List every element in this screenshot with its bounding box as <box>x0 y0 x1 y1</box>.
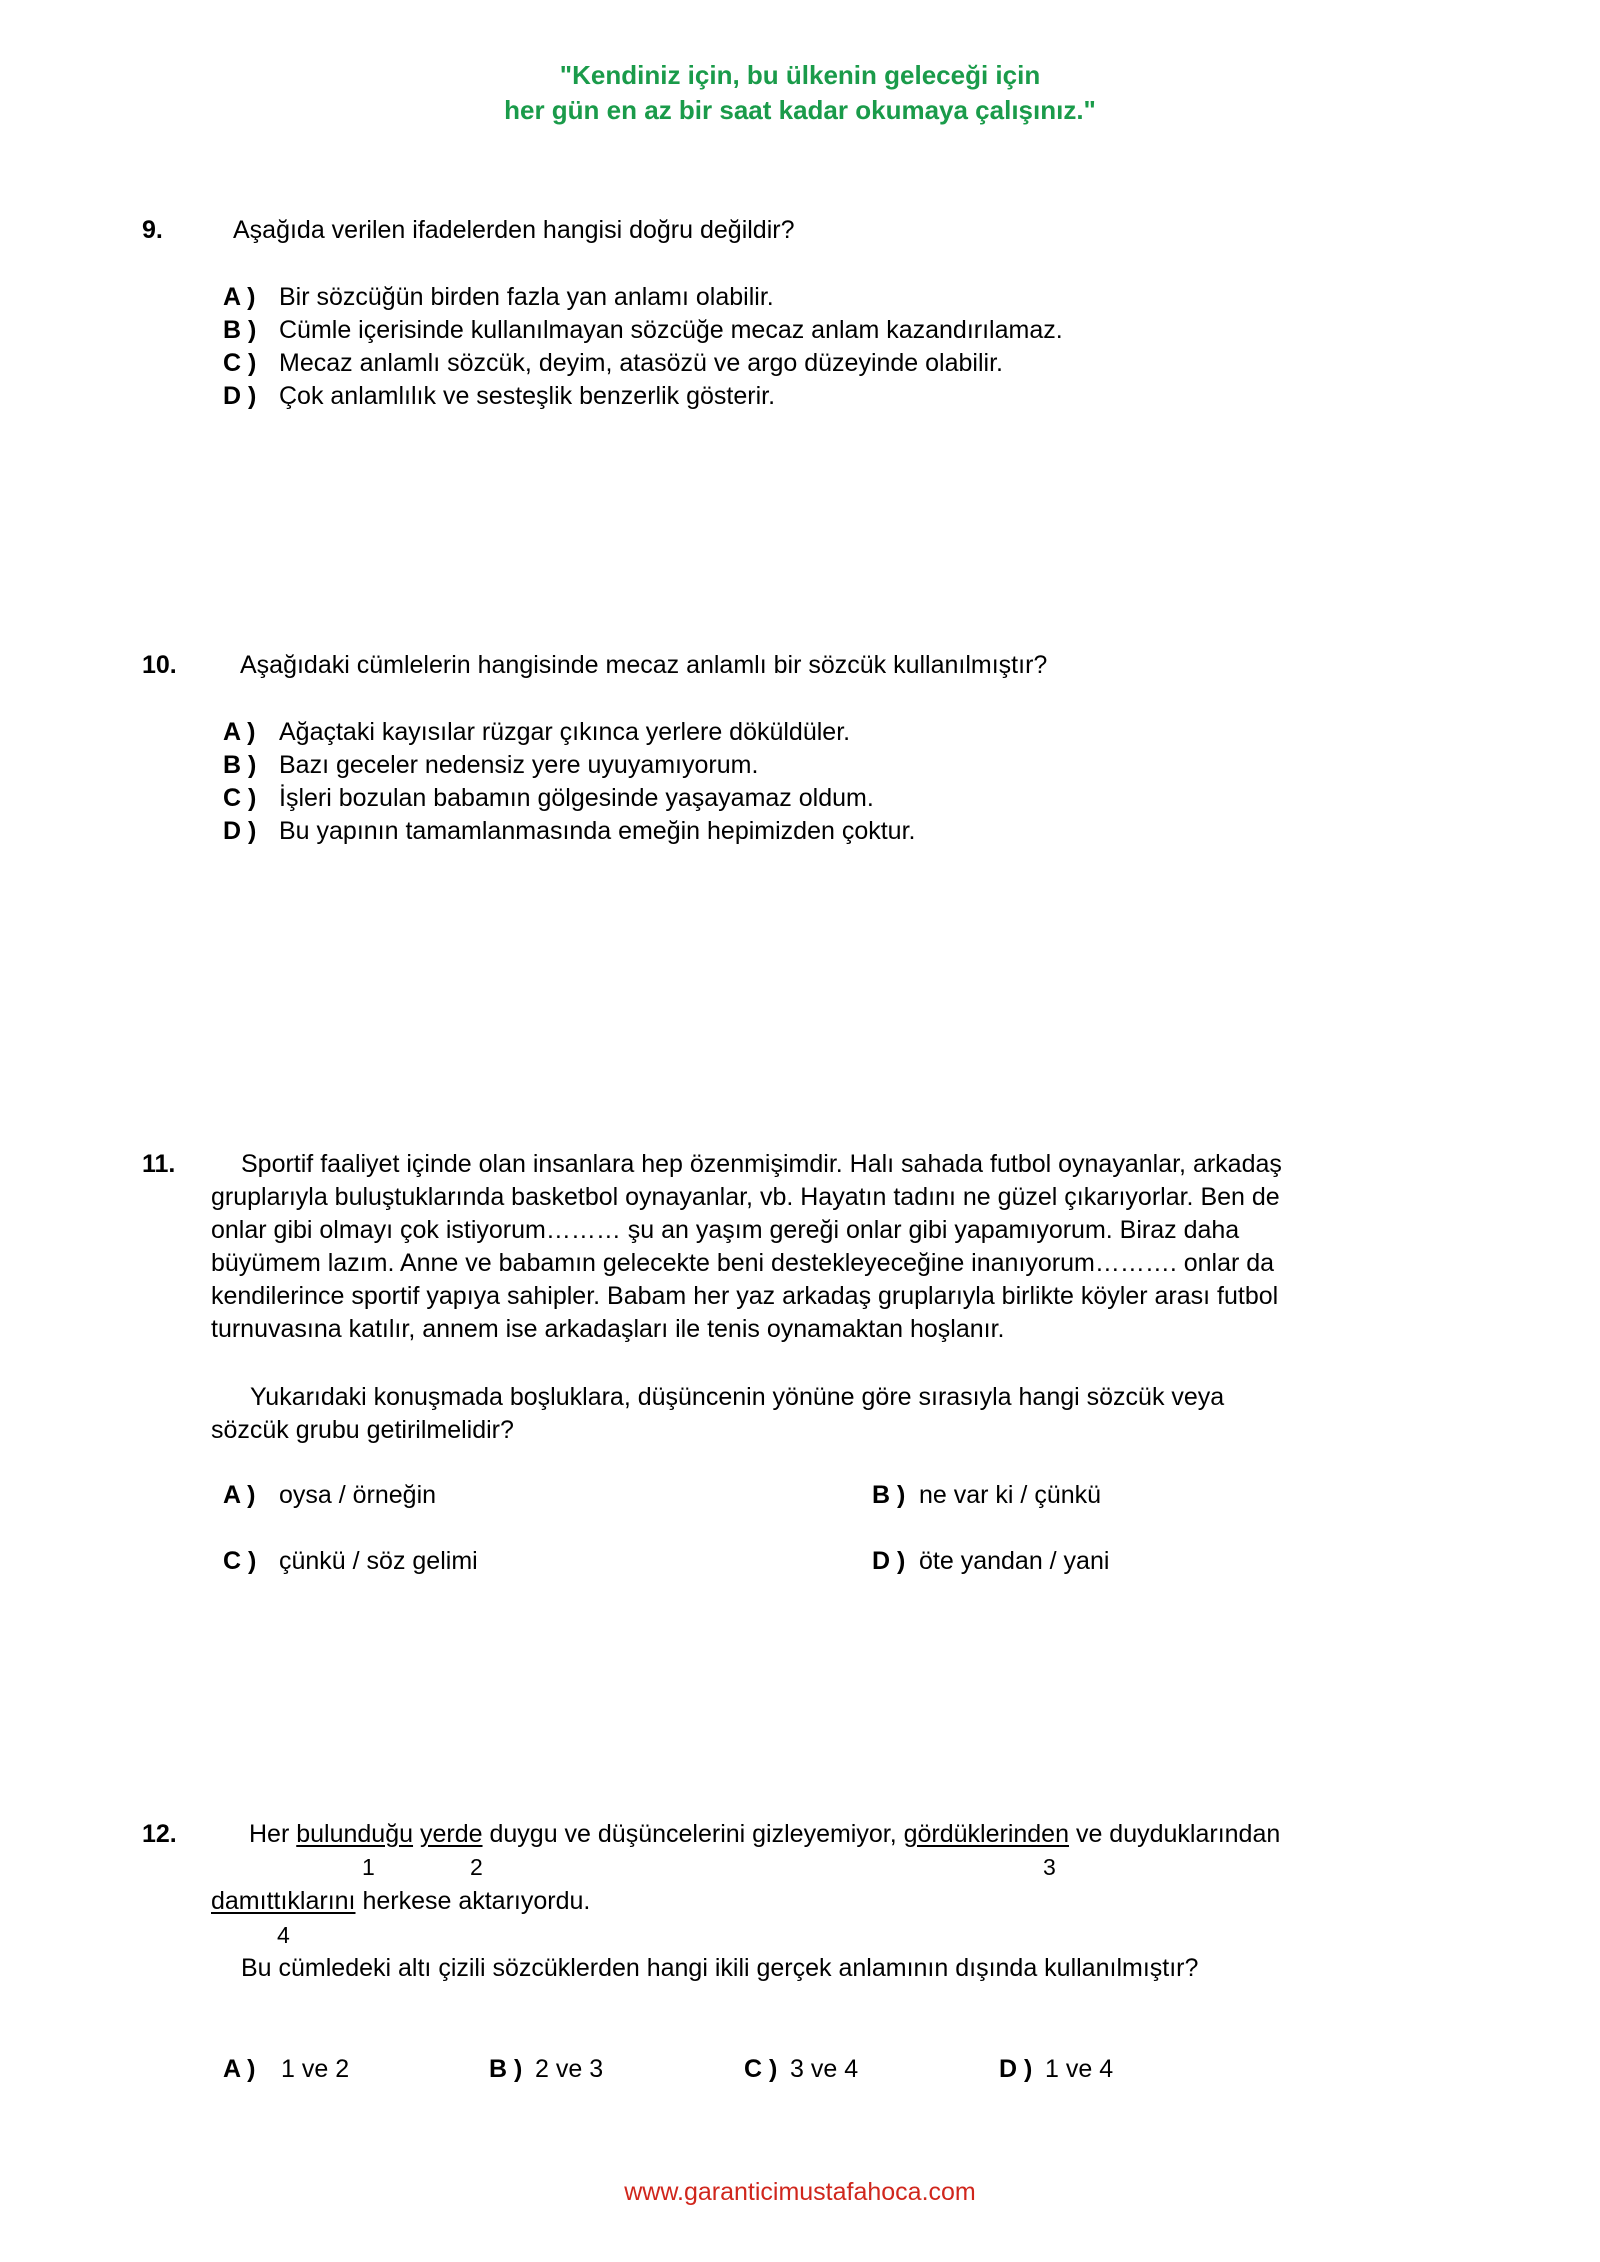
underlined-word-3: gördüklerinden <box>903 1820 1069 1848</box>
option-b-letter: B ) <box>223 316 257 344</box>
underlined-word-2: yerde <box>419 1820 483 1848</box>
option-a-text: oysa / örneğin <box>279 1481 437 1509</box>
option-a-text: 1 ve 2 <box>281 2055 350 2083</box>
question-number: 12. <box>142 1820 177 1848</box>
question-stem-line-2: sözcük grubu getirilmelidir? <box>211 1416 514 1444</box>
sentence-text: duygu ve düşüncelerini gizleyemiyor, <box>482 1820 904 1848</box>
option-d-text: 1 ve 4 <box>1045 2055 1114 2083</box>
passage-line-2: gruplarıyla buluştuklarında basketbol oynayanlar, vb. Hayatın tadını ne güzel çıkarıyorlar. Ben de <box>211 1183 1280 1211</box>
option-a-letter: A ) <box>223 718 256 746</box>
sentence-line-2 <box>211 1889 590 1914</box>
word-number-2: 2 <box>470 1854 483 1880</box>
question-stem: Aşağıda verilen ifadelerden hangisi doğru değildir? <box>233 216 795 244</box>
option-c-letter: C ) <box>744 2055 778 2083</box>
passage-line-3: onlar gibi olmayı çok istiyorum……… şu an yaşım gereği onlar gibi yapamıyorum. Biraz daha <box>211 1216 1240 1244</box>
passage-line-6: turnuvasına katılır, annem ise arkadaşları ile tenis oynamaktan hoşlanır. <box>211 1315 1005 1343</box>
option-b-text: 2 ve 3 <box>535 2055 604 2083</box>
option-a-text: Bir sözcüğün birden fazla yan anlamı olabilir. <box>279 283 774 311</box>
word-number-4: 4 <box>277 1922 290 1948</box>
question-stem: Bu cümledeki altı çizili sözcüklerden hangi ikili gerçek anlamının dışında kullanılmıştır? <box>241 1954 1199 1982</box>
question-number: 11. <box>142 1150 176 1178</box>
sentence-text: herkese aktarıyordu. <box>355 1887 591 1915</box>
passage-line-1: Sportif faaliyet içinde olan insanlara hep özenmişimdir. Halı sahada futbol oynayanlar, arkadaş <box>241 1150 1282 1178</box>
option-b-text: Bazı geceler nedensiz yere uyuyamıyorum. <box>279 751 759 779</box>
motto-line-1: "Kendiniz için, bu ülkenin geleceği için <box>559 60 1041 90</box>
option-b-text: Cümle içerisinde kullanılmayan sözcüğe mecaz anlam kazandırılamaz. <box>279 316 1063 344</box>
option-b-letter: B ) <box>872 1481 906 1509</box>
option-d-letter: D ) <box>999 2055 1033 2083</box>
question-stem-line-1: Yukarıdaki konuşmada boşluklara, düşüncenin yönüne göre sırasıyla hangi sözcük veya <box>250 1383 1225 1411</box>
passage-line-4: büyümem lazım. Anne ve babamın gelecekte beni destekleyeceğine inanıyorum………. onlar da <box>211 1249 1275 1277</box>
passage-line-5: kendilerince sportif yapıya sahipler. Babam her yaz arkadaş gruplarıyla birlikte köyler arası futbol <box>211 1282 1279 1310</box>
option-a-letter: A ) <box>223 283 256 311</box>
option-b-letter: B ) <box>489 2055 523 2083</box>
option-d-text: öte yandan / yani <box>919 1547 1110 1575</box>
question-number: 10. <box>142 651 177 679</box>
underlined-word-1: bulunduğu <box>296 1820 414 1848</box>
motto-line-2: her gün en az bir saat kadar okumaya çalışınız." <box>504 95 1096 125</box>
sentence-text: Her <box>249 1820 297 1848</box>
option-d-letter: D ) <box>872 1547 906 1575</box>
option-c-letter: C ) <box>223 784 257 812</box>
option-c-text: 3 ve 4 <box>790 2055 859 2083</box>
option-a-text: Ağaçtaki kayısılar rüzgar çıkınca yerlere döküldüler. <box>279 718 851 746</box>
sentence-line-1 <box>249 1822 1280 1847</box>
word-number-1: 1 <box>362 1854 375 1880</box>
option-c-letter: C ) <box>223 1547 257 1575</box>
option-b-text: ne var ki / çünkü <box>919 1481 1102 1509</box>
option-d-text: Çok anlamlılık ve sesteşlik benzerlik gösterir. <box>279 382 776 410</box>
option-c-text: Mecaz anlamlı sözcük, deyim, atasözü ve argo düzeyinde olabilir. <box>279 349 1003 377</box>
option-d-letter: D ) <box>223 817 257 845</box>
word-number-3: 3 <box>1043 1854 1056 1880</box>
sentence-text: ve duyduklarından <box>1069 1820 1281 1848</box>
sentence-text <box>413 1820 420 1848</box>
option-c-text: çünkü / söz gelimi <box>279 1547 478 1575</box>
question-number: 9. <box>142 216 163 244</box>
option-b-letter: B ) <box>223 751 257 779</box>
option-d-letter: D ) <box>223 382 257 410</box>
option-c-text: İşleri bozulan babamın gölgesinde yaşayamaz oldum. <box>279 784 874 812</box>
option-a-letter: A ) <box>223 2055 256 2083</box>
underlined-word-4: damıttıklarını <box>211 1887 356 1915</box>
option-c-letter: C ) <box>223 349 257 377</box>
option-d-text: Bu yapının tamamlanmasında emeğin hepimizden çoktur. <box>279 817 916 845</box>
question-stem: Aşağıdaki cümlelerin hangisinde mecaz anlamlı bir sözcük kullanılmıştır? <box>240 651 1048 679</box>
option-a-letter: A ) <box>223 1481 256 1509</box>
footer-url[interactable]: www.garanticimustafahoca.com <box>624 2178 976 2206</box>
